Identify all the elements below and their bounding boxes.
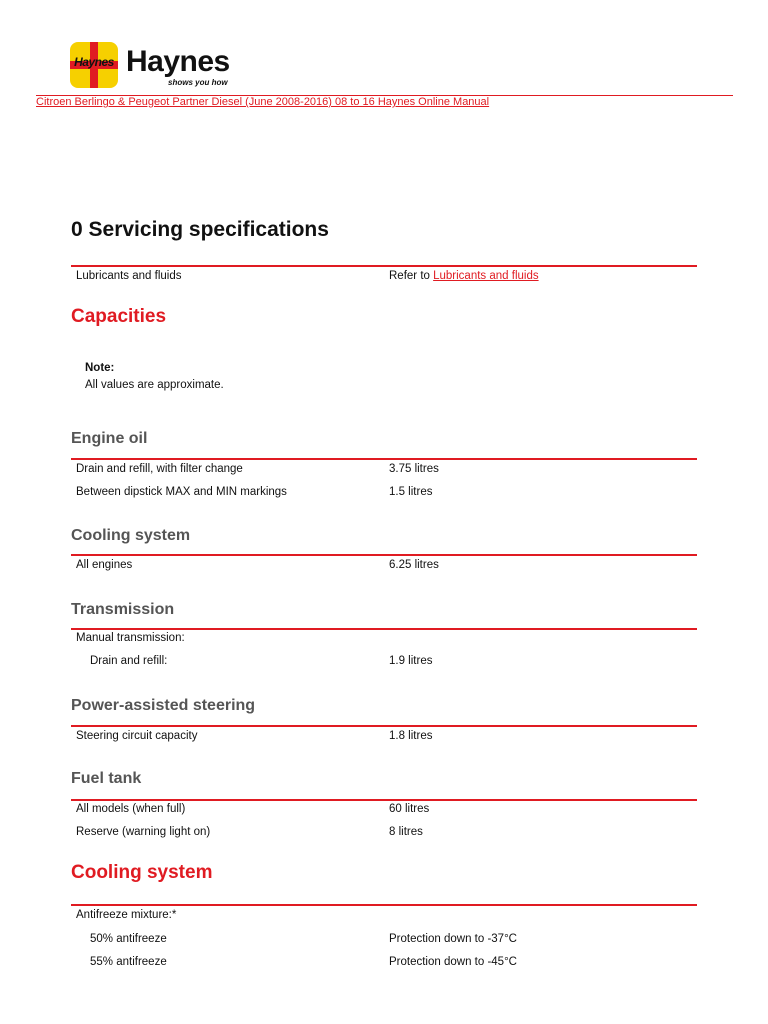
- section-title-capacities: Capacities: [71, 306, 167, 327]
- note-text: All values are approximate.: [85, 379, 224, 391]
- spec-value: 8 litres: [389, 826, 423, 838]
- spec-value: 1.5 litres: [389, 486, 433, 498]
- spec-label: 50% antifreeze: [90, 933, 167, 945]
- spec-row: [76, 463, 696, 481]
- spec-value: 6.25 litres: [389, 559, 439, 571]
- spec-label: Manual transmission:: [76, 632, 185, 644]
- brand-tagline: shows you how: [168, 78, 228, 87]
- spec-row: [76, 826, 696, 844]
- subsection-power-steering: Power-assisted steering: [71, 697, 256, 714]
- spec-value: 1.9 litres: [389, 655, 433, 667]
- page-title: 0 Servicing specifications: [71, 218, 329, 241]
- divider: [71, 458, 697, 460]
- divider: [71, 628, 697, 630]
- spec-label: Lubricants and fluids: [76, 270, 182, 282]
- spec-label: Between dipstick MAX and MIN markings: [76, 486, 287, 498]
- divider: [71, 554, 697, 556]
- spec-row: [76, 956, 696, 974]
- subsection-transmission: Transmission: [71, 601, 175, 618]
- divider: [71, 725, 697, 727]
- spec-label: 55% antifreeze: [90, 956, 167, 968]
- lubricants-link[interactable]: Lubricants and fluids: [433, 270, 539, 282]
- page-header: [0, 0, 768, 112]
- spec-row: [76, 632, 696, 650]
- spec-value: [389, 270, 539, 282]
- spec-label: Steering circuit capacity: [76, 730, 198, 742]
- spec-label: All models (when full): [76, 803, 186, 815]
- spec-row: [76, 486, 696, 504]
- spec-value: 1.8 litres: [389, 730, 433, 742]
- refer-to-text: Refer to: [389, 270, 434, 282]
- section-title-cooling-system: Cooling system: [71, 862, 213, 883]
- divider: [71, 265, 697, 267]
- spec-value: 3.75 litres: [389, 463, 439, 475]
- spec-row: [76, 803, 696, 821]
- spec-value: Protection down to -37°C: [389, 933, 517, 945]
- spec-row: [76, 933, 696, 951]
- haynes-logo-badge[interactable]: [70, 42, 118, 88]
- spec-label: Antifreeze mixture:*: [76, 909, 177, 921]
- spec-row: [76, 655, 696, 673]
- spec-label: All engines: [76, 559, 133, 571]
- logo-badge-text: Haynes: [74, 55, 114, 69]
- note-label: Note:: [85, 362, 115, 374]
- spec-row: [76, 270, 696, 288]
- spec-row: [76, 909, 696, 927]
- spec-row: [76, 730, 696, 748]
- spec-value: 60 litres: [389, 803, 430, 815]
- subsection-engine-oil: Engine oil: [71, 430, 148, 447]
- spec-label: Reserve (warning light on): [76, 826, 211, 838]
- divider: [71, 799, 697, 801]
- spec-value: Protection down to -45°C: [389, 956, 517, 968]
- manual-breadcrumb-link[interactable]: Citroen Berlingo & Peugeot Partner Diesel (June 2008-2016) 08 to 16 Haynes Online Manual: [36, 96, 490, 108]
- subsection-cooling-system: Cooling system: [71, 527, 191, 544]
- divider: [71, 904, 697, 906]
- spec-label: Drain and refill, with filter change: [76, 463, 243, 475]
- brand-name[interactable]: Haynes: [126, 45, 230, 78]
- spec-row: [76, 559, 696, 577]
- subsection-fuel-tank: Fuel tank: [71, 770, 142, 787]
- spec-label: Drain and refill:: [90, 655, 168, 667]
